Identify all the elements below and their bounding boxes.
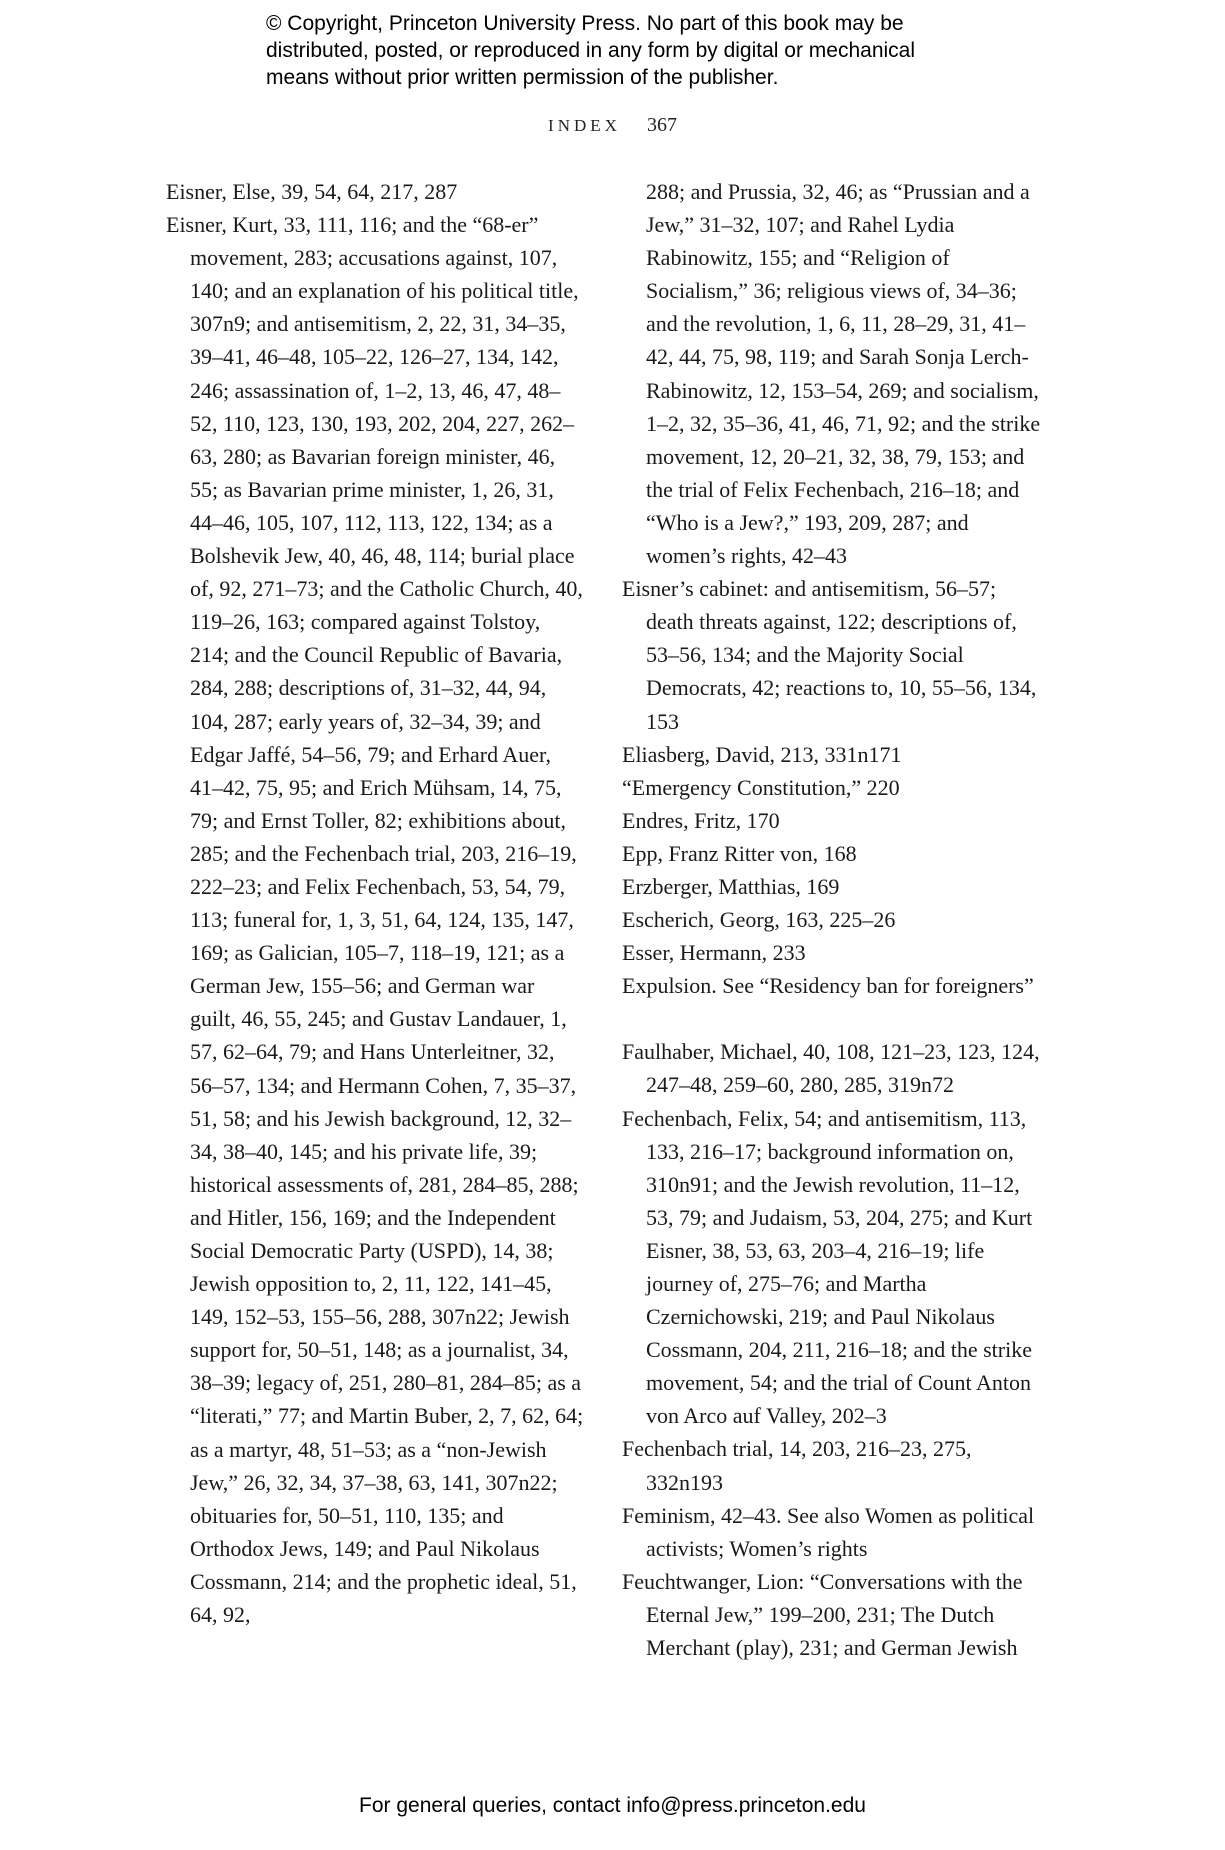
- index-entry: Escherich, Georg, 163, 225–26: [622, 907, 896, 933]
- index-entry: Eisner, Kurt, 33, 111, 116; and the “68-er” movement, 283; accusations against, 107, 140; and an explanation of his political title, 307n9; and antisemitism, 2, 22, 31, 34–35, 39–41, 46–48, 105–22, 126–27, 134, 142, 246; assassination of, 1–2, 13, 46, 47, 48–52, 110, 123, 130, 193, 202, 204, 227, 262–63, 280; as Bavarian foreign minister, 46, 55; as Bavarian prime minister, 1, 26, 31, 44–46, 105, 107, 112, 113, 122, 134; as a Bolshevik Jew, 40, 46, 48, 114; burial place of, 92, 271–73; and the Catholic Church, 40, 119–26, 163; compared against Tolstoy, 214; and the Council Republic of Bavaria, 284, 288; descriptions of, 31–32, 44, 94, 104, 287; early years of, 32–34, 39; and Edgar Jaffé, 54–56, 79; and Erhard Auer, 41–42, 75, 95; and Erich Mühsam, 14, 75, 79; and Ernst Toller, 82; exhibitions about, 285; and the Fechenbach trial, 203, 216–19, 222–23; and Felix Fechenbach, 53, 54, 79, 113; funeral for, 1, 3, 51, 64, 124, 135, 147, 169; as Galician, 105–7, 118–19, 121; as a German Jew, 155–56; and German war guilt, 46, 55, 245; and Gustav Landauer, 1, 57, 62–64, 79; and Hans Unterleitner, 32, 56–57, 134; and Hermann Cohen, 7, 35–37, 51, 58; and his Jewish background, 12, 32–34, 38–40, 145; and his private life, 39; historical assessments of, 281, 284–85, 288; and Hitler, 156, 169; and the Independent Social Democratic Party (USPD), 14, 38; Jewish opposition to, 2, 11, 122, 141–45, 149, 152–53, 155–56, 288, 307n22; Jewish support for, 50–51, 148; as a journalist, 34, 38–39; legacy of, 251, 280–81, 284–85; as a “literati,” 77; and Martin Buber, 2, 7, 62, 64; as a martyr, 48, 51–53; as a “non-Jewish Jew,” 26, 32, 34, 37–38, 63, 141, 307n22; obituaries for, 50–51, 110, 135; and Orthodox Jews, 149; and Paul Nikolaus Cossmann, 214; and the prophetic ideal, 51, 64, 92,: [166, 212, 584, 1628]
- running-head-label: INDEX: [548, 116, 621, 135]
- index-entry: Faulhaber, Michael, 40, 108, 121–23, 123, 124, 247–48, 259–60, 280, 285, 319n72: [622, 1039, 1040, 1098]
- letter-section-gap: [622, 1002, 1042, 1035]
- index-entry: Eisner’s cabinet: and antisemitism, 56–57; death threats against, 122; descriptions of, 53–56, 134; and the Majority Social Democrats, 42; reactions to, 10, 55–56, 134, 153: [622, 576, 1037, 734]
- copyright-line: means without prior written permission of the publisher.: [266, 66, 779, 89]
- running-head: [0, 114, 1225, 137]
- copyright-line: distributed, posted, or reproduced in any form by digital or mechanical: [266, 39, 916, 62]
- index-column-right: [622, 175, 1042, 1664]
- index-entry: Expulsion. See “Residency ban for foreigners”: [622, 973, 1034, 999]
- index-entry-continuation: 288; and Prussia, 32, 46; as “Prussian and a Jew,” 31–32, 107; and Rahel Lydia Rabinowitz, 155; and “Religion of Socialism,” 36; religious views of, 34–36; and the revolution, 1, 6, 11, 28–29, 31, 41–42, 44, 75, 98, 119; and Sarah Sonja Lerch-Rabinowitz, 12, 153–54, 269; and socialism, 1–2, 32, 35–36, 41, 46, 71, 92; and the strike movement, 12, 20–21, 32, 38, 79, 153; and the trial of Felix Fechenbach, 216–18; and “Who is a Jew?,” 193, 209, 287; and women’s rights, 42–43: [646, 179, 1041, 569]
- index-entry: “Emergency Constitution,” 220: [622, 774, 900, 800]
- index-entry: Esser, Hermann, 233: [622, 940, 806, 966]
- index-entry: Endres, Fritz, 170: [622, 807, 780, 833]
- index-entry: Erzberger, Matthias, 169: [622, 873, 840, 899]
- page-number: 367: [646, 114, 677, 136]
- index-entry: Feminism, 42–43. See also Women as political activists; Women’s rights: [622, 1502, 1035, 1561]
- index-column-left: [166, 175, 584, 1631]
- index-entry: Fechenbach trial, 14, 203, 216–23, 275, 332n193: [622, 1436, 972, 1495]
- index-entry: Eisner, Else, 39, 54, 64, 217, 287: [166, 179, 458, 204]
- index-entry: Eliasberg, David, 213, 331n171: [622, 741, 902, 767]
- footer-contact: For general queries, contact info@press.princeton.edu: [359, 1794, 866, 1817]
- copyright-line: © Copyright, Princeton University Press. No part of this book may be: [266, 12, 904, 35]
- index-entry: Feuchtwanger, Lion: “Conversations with the Eternal Jew,” 199–200, 231; The Dutch Merchant (play), 231; and German Jewish: [622, 1568, 1023, 1661]
- index-entry: Fechenbach, Felix, 54; and antisemitism, 113, 133, 216–17; background information on, 310n91; and the Jewish revolution, 11–12, 53, 79; and Judaism, 53, 204, 275; and Kurt Eisner, 38, 53, 63, 203–4, 216–19; life journey of, 275–76; and Martha Czernichowski, 219; and Paul Nikolaus Cossmann, 204, 211, 216–18; and the strike movement, 54; and the trial of Count Anton von Arco auf Valley, 202–3: [622, 1105, 1033, 1429]
- index-entry: Epp, Franz Ritter von, 168: [622, 840, 857, 866]
- copyright-notice: [266, 10, 1026, 91]
